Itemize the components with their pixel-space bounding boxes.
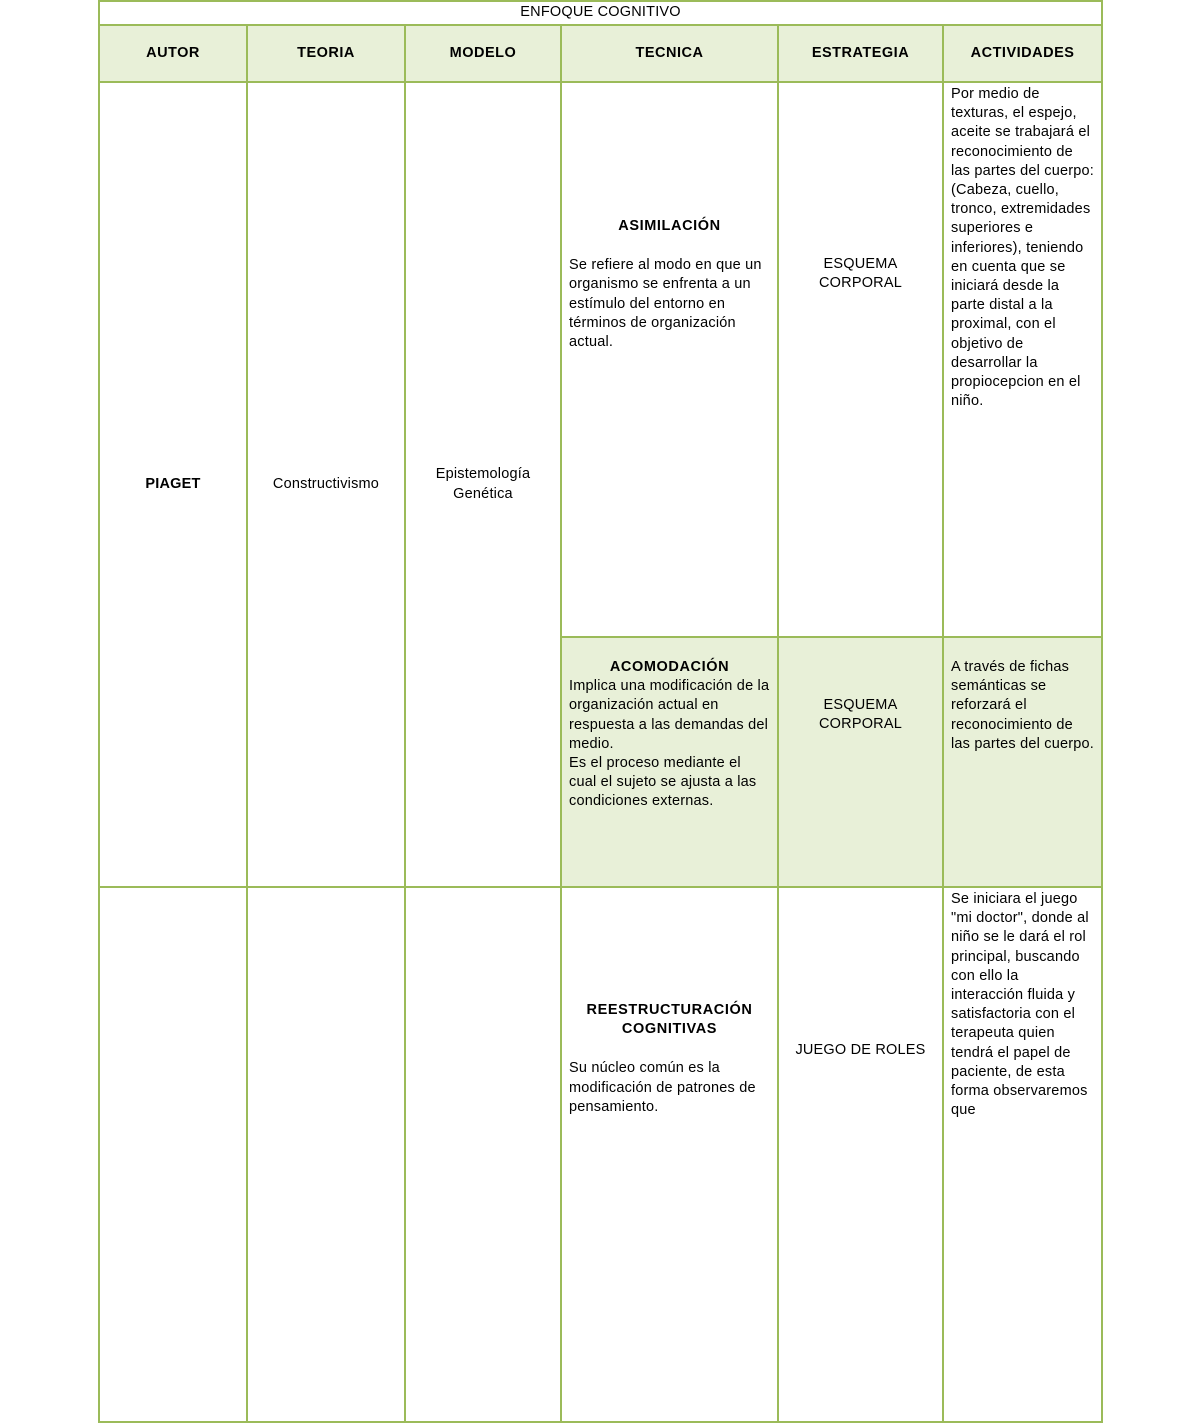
cell-actividades-acomodacion: A través de fichas semánticas se reforzará el reconocimiento de las partes del cuerpo.	[943, 637, 1102, 887]
cell-autor-piaget: PIAGET	[99, 82, 247, 887]
tecnica-description: Implica una modificación de la organización actual en respuesta a las demandas del medio.	[569, 678, 770, 752]
cell-autor-empty	[99, 887, 247, 1422]
header-modelo: MODELO	[405, 25, 561, 82]
tecnica-description: Su núcleo común es la modificación de patrones de pensamiento.	[569, 1060, 756, 1115]
tecnica-description-2: Es el proceso mediante el cual el sujeto se ajusta a las condiciones externas.	[569, 755, 757, 810]
header-teoria: TEORIA	[247, 25, 405, 82]
cell-tecnica-asimilacion	[561, 82, 778, 637]
cell-modelo: Epistemología Genética	[405, 82, 561, 887]
header-actividades: ACTIVIDADES	[943, 25, 1102, 82]
cell-estrategia-acomodacion: ESQUEMA CORPORAL	[778, 637, 943, 887]
cell-estrategia-reestructuracion: JUEGO DE ROLES	[778, 887, 943, 1422]
cell-tecnica-reestructuracion	[561, 887, 778, 1422]
tecnica-description: Se refiere al modo en que un organismo se enfrenta a un estímulo del entorno en términos de organización actual.	[569, 257, 762, 351]
cell-actividades-asimilacion: Por medio de texturas, el espejo, aceite se trabajará el reconocimiento de las partes del cuerpo: (Cabeza, cuello, tronco, extremidades superiores e inferiores), teniendo en cuenta que se iniciará desde la parte distal a la proximal, con el objetivo de desarrollar la propiocepcion en el niño.	[943, 82, 1102, 637]
tecnica-title: ACOMODACIÓN	[609, 659, 730, 675]
table-row-reestructuracion	[99, 887, 1102, 1422]
header-tecnica: TECNICA	[561, 25, 778, 82]
table-title: ENFOQUE COGNITIVO	[99, 1, 1102, 25]
cell-teoria-empty	[247, 887, 405, 1422]
cell-teoria: Constructivismo	[247, 82, 405, 887]
enfoque-cognitivo-table	[98, 0, 1103, 1423]
header-autor: AUTOR	[99, 25, 247, 82]
cell-tecnica-acomodacion	[561, 637, 778, 887]
cell-actividades-reestructuracion: Se iniciara el juego "mi doctor", donde al niño se le dará el rol principal, buscando con ello la interacción fluida y satisfactoria con el terapeuta quien tendrá el papel de paciente, de esta forma observaremos que	[943, 887, 1102, 1422]
table-row-asimilacion	[99, 82, 1102, 637]
header-row	[99, 25, 1102, 82]
cell-modelo-empty	[405, 887, 561, 1422]
cell-estrategia-asimilacion: ESQUEMA CORPORAL	[778, 82, 943, 637]
header-estrategia: ESTRATEGIA	[778, 25, 943, 82]
tecnica-title: ASIMILACIÓN	[618, 218, 721, 234]
tecnica-title: REESTRUCTURACIÓN COGNITIVAS	[586, 1002, 753, 1038]
